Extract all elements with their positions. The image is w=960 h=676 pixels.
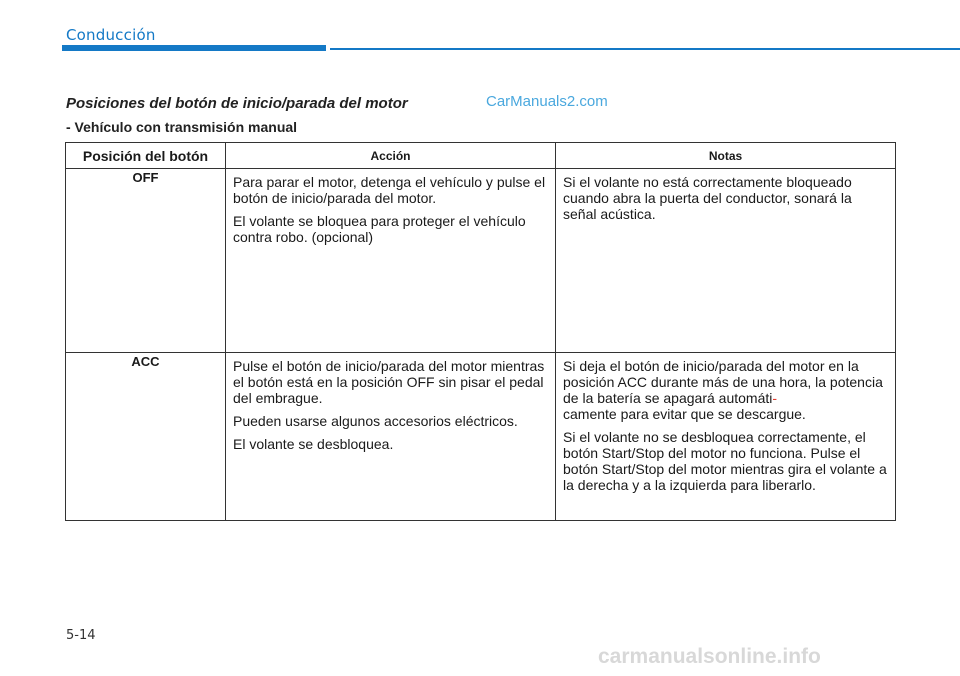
action-paragraph: Pulse el botón de inicio/parada del motor mientras el botón está en la posición OFF sin pisar el pedal del embrague.	[233, 358, 545, 406]
table-row-off	[66, 169, 896, 353]
notes-cell	[556, 169, 896, 353]
position-cell: ACC	[66, 353, 226, 521]
notes-cell	[556, 353, 896, 521]
notes-paragraph: Si el volante no se desbloquea correctamente, el botón Start/Stop del motor no funciona. Pulse el botón Start/Stop del motor mientras gira el volante a la derecha y a la izquierda para liberarlo.	[563, 429, 887, 493]
subheading: - Vehículo con transmisión manual	[66, 119, 298, 135]
action-paragraph: Pueden usarse algunos accesorios eléctricos.	[233, 413, 518, 429]
section-title: Conducción	[66, 26, 156, 44]
header-rule-thick	[62, 45, 326, 51]
notes-text: camente para evitar que se descargue.	[563, 406, 806, 422]
header-rule-thin	[330, 48, 960, 50]
button-positions-table	[65, 142, 896, 521]
table-header-row	[66, 143, 896, 169]
page-number: 5-14	[66, 628, 96, 643]
column-header-action: Acción	[226, 143, 556, 169]
action-paragraph: El volante se desbloquea.	[233, 436, 394, 452]
column-header-notes: Notas	[556, 143, 896, 169]
action-paragraph: Para parar el motor, detenga el vehículo y pulse el botón de inicio/parada del motor.	[233, 174, 546, 206]
notes-text: Si deja el botón de inicio/parada del motor en la posición ACC durante más de una hora, la potencia de la batería se apagará automáti	[563, 358, 883, 406]
column-header-position: Posición del botón	[66, 143, 226, 169]
hyphenation-mark: -	[772, 390, 778, 406]
notes-paragraph: Si el volante no está correctamente bloqueado cuando abra la puerta del conductor, sonará la señal acústica.	[563, 174, 852, 222]
table-row-acc	[66, 353, 896, 521]
watermark-link[interactable]: CarManuals2.com	[486, 93, 608, 110]
action-cell	[226, 169, 556, 353]
page-heading: Posiciones del botón de inicio/parada del motor	[66, 95, 408, 112]
action-cell	[226, 353, 556, 521]
footer-watermark-link[interactable]: carmanualsonline.info	[598, 645, 821, 668]
position-cell: OFF	[66, 169, 226, 353]
action-paragraph: El volante se bloquea para proteger el vehículo contra robo. (opcional)	[233, 213, 526, 245]
notes-paragraph	[563, 358, 889, 422]
